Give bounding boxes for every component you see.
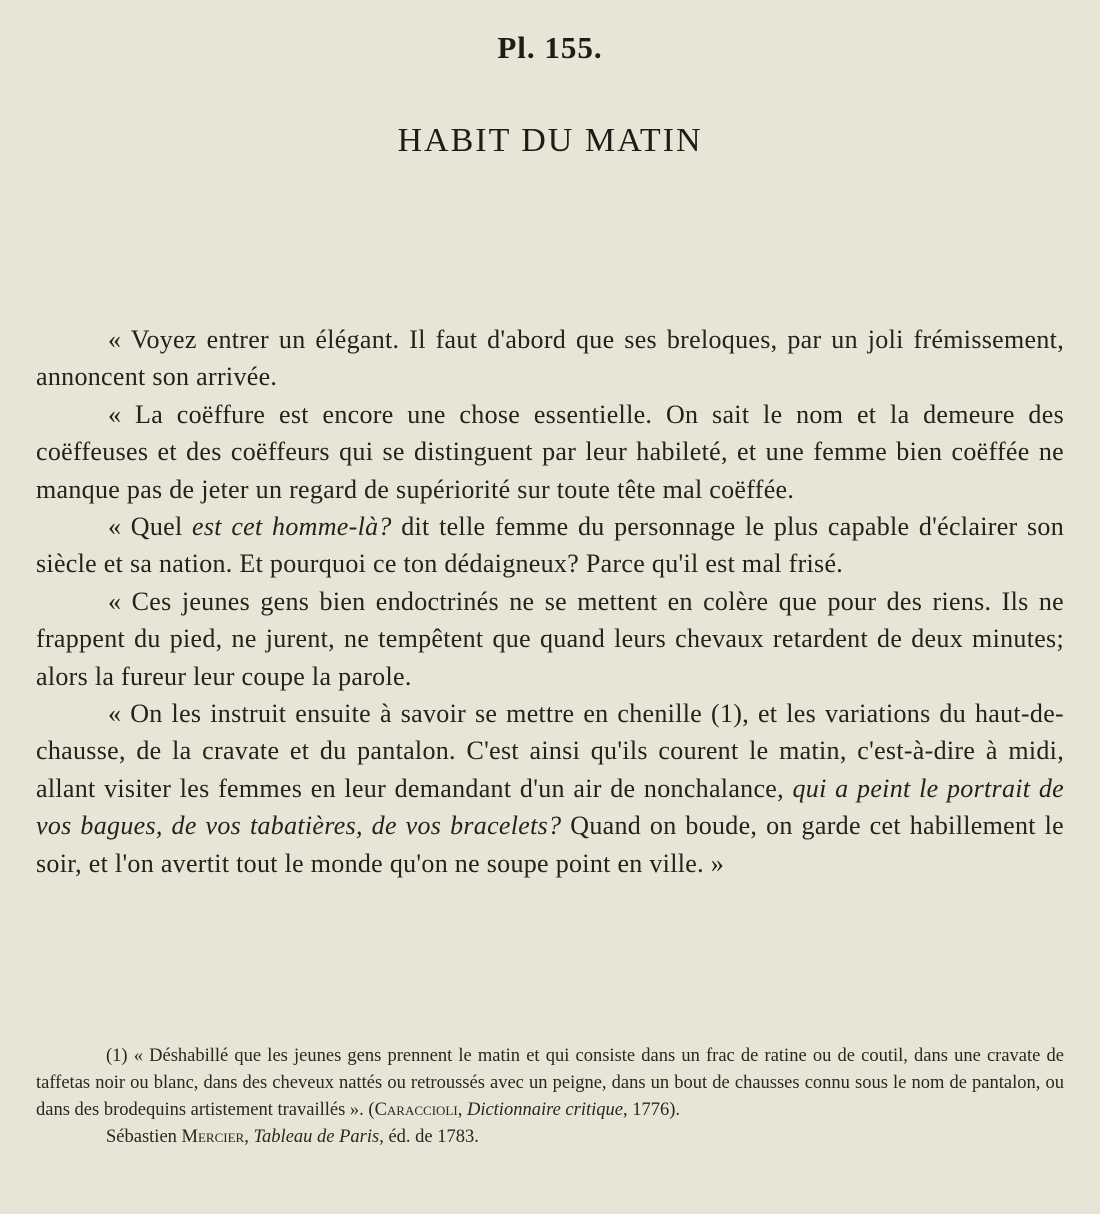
italic-quote: est cet homme-là? (192, 512, 392, 542)
source-author: Mercier (181, 1127, 245, 1147)
plate-number: Pl. 155. (497, 30, 603, 65)
footnote-year: , 1776). (622, 1100, 681, 1120)
text-run: « La coëffure est encore une chose essentielle. On sait le nom et la demeure des coëffeuses et des coëffeurs qui se distinguent par leur habileté, et une femme bien coëffée ne manque pas de jeter un regard de supériorité sur toute tête mal coëffée. (36, 399, 1064, 504)
paragraph (36, 695, 1064, 882)
paragraph (36, 396, 1064, 508)
source-first-name: Sébastien (106, 1127, 182, 1147)
footnote-work: Dictionnaire critique (466, 1100, 623, 1120)
footnote-text: « Déshabillé que les jeunes gens prennent le matin et qui consiste dans un frac de ratine ou de coutil, dans une cravate de taffetas noir ou blanc, dans des cheveux nattés ou retroussés avec un peigne, dans un bout de chausses connu sous le nom de pantalon, ou dans des brodequins artistement travaillés ». ( (36, 1046, 1064, 1120)
text-run: « On les instruit ensuite à savoir se mettre en chenille (1), et les variations du haut-de-chausse, de la cravate et du pantalon. C'est ainsi qu'ils courent le matin, c'est-à-dire à midi, allant visiter les femmes en leur demandant d'un air de nonchalance, (36, 699, 1064, 803)
text-run: « Ces jeunes gens bien endoctrinés ne se mettent en colère que pour des riens. Ils ne frappent du pied, ne jurent, ne tempêtent que quand leurs chevaux retardent de deux minutes; alors la fureur leur coupe la parole. (36, 586, 1064, 691)
main-text (36, 321, 1064, 882)
footnotes (36, 1043, 1064, 1151)
text-run: dit telle femme du personnage le plus capable d'éclairer son siècle et sa nation. Et pourquoi ce ton dédaigneux? Parce qu'il est mal frisé. (36, 512, 1065, 579)
paragraph (36, 508, 1064, 583)
paragraph (36, 321, 1064, 396)
page-title: HABIT DU MATIN (397, 122, 703, 159)
source-edition: , éd. de 1783. (379, 1127, 479, 1147)
text-run: « Quel (108, 512, 193, 542)
separator: , (244, 1127, 254, 1147)
paragraph (36, 583, 1064, 695)
separator: , (457, 1100, 467, 1120)
text-run: Quand on boude, on garde cet habillement le soir, et l'on avertit tout le monde qu'on ne soupe point en ville. » (36, 811, 1064, 878)
text-run: « Voyez entrer un élégant. Il faut d'abord que ses breloques, par un joli frémissement, annoncent son arrivée. (36, 325, 1064, 392)
source-work: Tableau de Paris (253, 1127, 380, 1147)
footnote-1 (36, 1043, 1064, 1124)
footnote-author: Caraccioli (374, 1100, 458, 1120)
italic-quote: qui a peint le portrait de vos bagues, de vos tabatières, de vos bracelets? (36, 773, 1064, 841)
footnote-marker: (1) (106, 1046, 128, 1066)
source-citation (36, 1124, 1064, 1151)
